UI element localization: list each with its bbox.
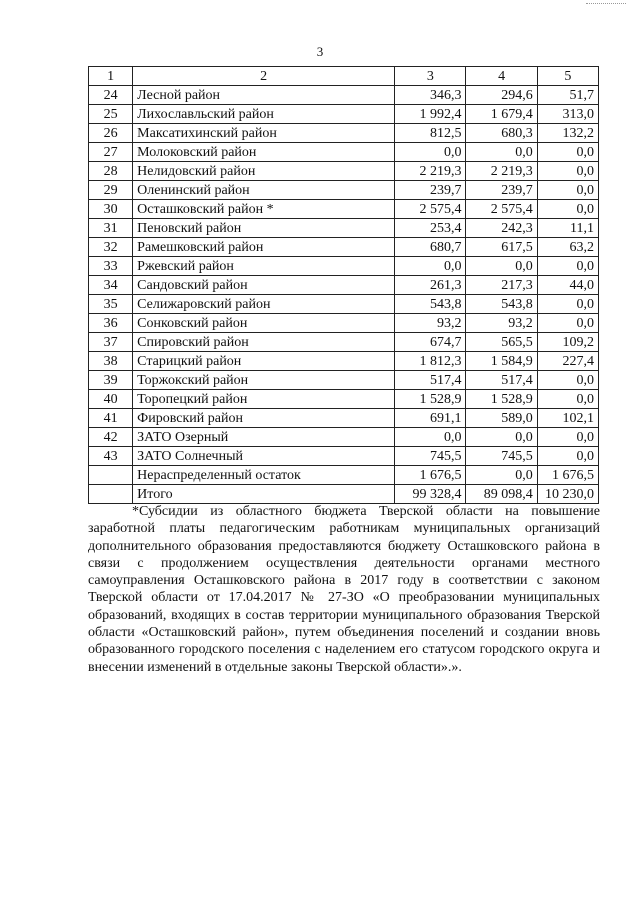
table-row	[89, 219, 599, 238]
value-col-4: 242,3	[466, 219, 537, 238]
value-col-3: 253,4	[395, 219, 466, 238]
header-col-2: 2	[133, 67, 395, 86]
district-name: Максатихинский район	[133, 124, 395, 143]
value-col-5: 0,0	[537, 295, 598, 314]
value-col-5: 63,2	[537, 238, 598, 257]
value-col-4: 617,5	[466, 238, 537, 257]
district-name: Молоковский район	[133, 143, 395, 162]
value-col-5: 44,0	[537, 276, 598, 295]
district-name: ЗАТО Озерный	[133, 428, 395, 447]
district-name: Селижаровский район	[133, 295, 395, 314]
value-col-5: 51,7	[537, 86, 598, 105]
value-col-3: 543,8	[395, 295, 466, 314]
district-name: Рамешковский район	[133, 238, 395, 257]
value-col-4: 1 584,9	[466, 352, 537, 371]
value-col-3: 2 575,4	[395, 200, 466, 219]
value-col-5: 313,0	[537, 105, 598, 124]
value-col-4: 543,8	[466, 295, 537, 314]
row-number: 24	[89, 86, 133, 105]
value-col-5: 102,1	[537, 409, 598, 428]
row-number: 27	[89, 143, 133, 162]
value-col-4: 1 679,4	[466, 105, 537, 124]
value-col-4: 745,5	[466, 447, 537, 466]
district-name: Сонковский район	[133, 314, 395, 333]
value-col-4: 589,0	[466, 409, 537, 428]
table-row	[89, 200, 599, 219]
value-col-3: 680,7	[395, 238, 466, 257]
district-name: Лесной район	[133, 86, 395, 105]
table-row	[89, 238, 599, 257]
table-row	[89, 352, 599, 371]
district-name: Оленинский район	[133, 181, 395, 200]
value-col-3: 1 528,9	[395, 390, 466, 409]
row-number: 43	[89, 447, 133, 466]
footnote-text: *Субсидии из областного бюджета Тверской области на повышение заработной платы педагогическим работникам муниципальных организаций дополнительного образования предоставляются бюджету Осташковского района в связи с продолжением осуществления деятельности органами местного самоуправления Осташковского района в 2017 году в соответствии с законом Тверской области от 17.04.2017 № 27-ЗО «О преобразовании муниципальных образований, входящих в состав территории муниципального образования Тверской области «Осташковский район», путем объединения поселений и создании вновь образованного городского поселения с наделением его статусом городского округа и внесении изменений в отдельные законы Тверской области».».	[88, 504, 600, 675]
value-col-4: 0,0	[466, 143, 537, 162]
value-col-4: 93,2	[466, 314, 537, 333]
district-name: Сандовский район	[133, 276, 395, 295]
value-col-5: 0,0	[537, 390, 598, 409]
value-col-5: 10 230,0	[537, 485, 598, 504]
scan-corner-mark	[586, 3, 626, 7]
value-col-5: 0,0	[537, 200, 598, 219]
row-number: 26	[89, 124, 133, 143]
district-name: Нелидовский район	[133, 162, 395, 181]
table-row	[89, 314, 599, 333]
value-col-4: 89 098,4	[466, 485, 537, 504]
table-row	[89, 371, 599, 390]
value-col-3: 674,7	[395, 333, 466, 352]
table-body	[89, 67, 599, 504]
value-col-4: 217,3	[466, 276, 537, 295]
district-name: Пеновский район	[133, 219, 395, 238]
district-name: Итого	[133, 485, 395, 504]
value-col-4: 2 575,4	[466, 200, 537, 219]
value-col-3: 745,5	[395, 447, 466, 466]
value-col-4: 294,6	[466, 86, 537, 105]
header-col-4: 4	[466, 67, 537, 86]
row-number: 35	[89, 295, 133, 314]
table-row	[89, 124, 599, 143]
value-col-3: 0,0	[395, 257, 466, 276]
table-row	[89, 409, 599, 428]
table-row	[89, 276, 599, 295]
district-name: Лихославльский район	[133, 105, 395, 124]
table-row	[89, 333, 599, 352]
page-number: 3	[316, 44, 324, 59]
district-name: Торжокский район	[133, 371, 395, 390]
table-row	[89, 428, 599, 447]
value-col-3: 691,1	[395, 409, 466, 428]
table-row	[89, 143, 599, 162]
value-col-5: 0,0	[537, 447, 598, 466]
value-col-3: 0,0	[395, 143, 466, 162]
row-number: 38	[89, 352, 133, 371]
district-name: Спировский район	[133, 333, 395, 352]
value-col-3: 261,3	[395, 276, 466, 295]
value-col-3: 1 992,4	[395, 105, 466, 124]
row-number: 42	[89, 428, 133, 447]
row-number	[89, 466, 133, 485]
district-name: Старицкий район	[133, 352, 395, 371]
table-row	[89, 485, 599, 504]
row-number: 25	[89, 105, 133, 124]
value-col-5: 0,0	[537, 428, 598, 447]
row-number: 28	[89, 162, 133, 181]
header-col-1: 1	[89, 67, 133, 86]
table-header-row	[89, 67, 599, 86]
value-col-3: 2 219,3	[395, 162, 466, 181]
row-number: 36	[89, 314, 133, 333]
value-col-3: 346,3	[395, 86, 466, 105]
value-col-3: 99 328,4	[395, 485, 466, 504]
table-row	[89, 295, 599, 314]
value-col-5: 0,0	[537, 371, 598, 390]
district-name: ЗАТО Солнечный	[133, 447, 395, 466]
value-col-3: 517,4	[395, 371, 466, 390]
district-name: Нераспределенный остаток	[133, 466, 395, 485]
header-col-5: 5	[537, 67, 598, 86]
table-row	[89, 162, 599, 181]
table-row	[89, 86, 599, 105]
row-number: 32	[89, 238, 133, 257]
row-number: 41	[89, 409, 133, 428]
value-col-5: 0,0	[537, 314, 598, 333]
value-col-4: 680,3	[466, 124, 537, 143]
value-col-5: 0,0	[537, 257, 598, 276]
value-col-4: 2 219,3	[466, 162, 537, 181]
row-number: 33	[89, 257, 133, 276]
value-col-4: 1 528,9	[466, 390, 537, 409]
district-name: Фировский район	[133, 409, 395, 428]
value-col-5: 0,0	[537, 162, 598, 181]
value-col-5: 11,1	[537, 219, 598, 238]
value-col-4: 0,0	[466, 428, 537, 447]
header-col-3: 3	[395, 67, 466, 86]
row-number: 37	[89, 333, 133, 352]
value-col-4: 565,5	[466, 333, 537, 352]
value-col-5: 1 676,5	[537, 466, 598, 485]
district-name: Осташковский район *	[133, 200, 395, 219]
value-col-3: 93,2	[395, 314, 466, 333]
value-col-5: 227,4	[537, 352, 598, 371]
value-col-3: 1 812,3	[395, 352, 466, 371]
row-number	[89, 485, 133, 504]
value-col-5: 0,0	[537, 181, 598, 200]
value-col-5: 0,0	[537, 143, 598, 162]
value-col-3: 239,7	[395, 181, 466, 200]
table-row	[89, 390, 599, 409]
district-name: Торопецкий район	[133, 390, 395, 409]
table-row	[89, 466, 599, 485]
table-row	[89, 447, 599, 466]
row-number: 30	[89, 200, 133, 219]
value-col-4: 239,7	[466, 181, 537, 200]
subsidy-table	[88, 66, 599, 504]
row-number: 34	[89, 276, 133, 295]
value-col-3: 1 676,5	[395, 466, 466, 485]
value-col-5: 109,2	[537, 333, 598, 352]
district-name: Ржевский район	[133, 257, 395, 276]
table-row	[89, 257, 599, 276]
row-number: 39	[89, 371, 133, 390]
value-col-4: 0,0	[466, 466, 537, 485]
row-number: 29	[89, 181, 133, 200]
table-row	[89, 105, 599, 124]
value-col-4: 0,0	[466, 257, 537, 276]
value-col-4: 517,4	[466, 371, 537, 390]
value-col-3: 0,0	[395, 428, 466, 447]
table-row	[89, 181, 599, 200]
value-col-3: 812,5	[395, 124, 466, 143]
row-number: 40	[89, 390, 133, 409]
value-col-5: 132,2	[537, 124, 598, 143]
row-number: 31	[89, 219, 133, 238]
